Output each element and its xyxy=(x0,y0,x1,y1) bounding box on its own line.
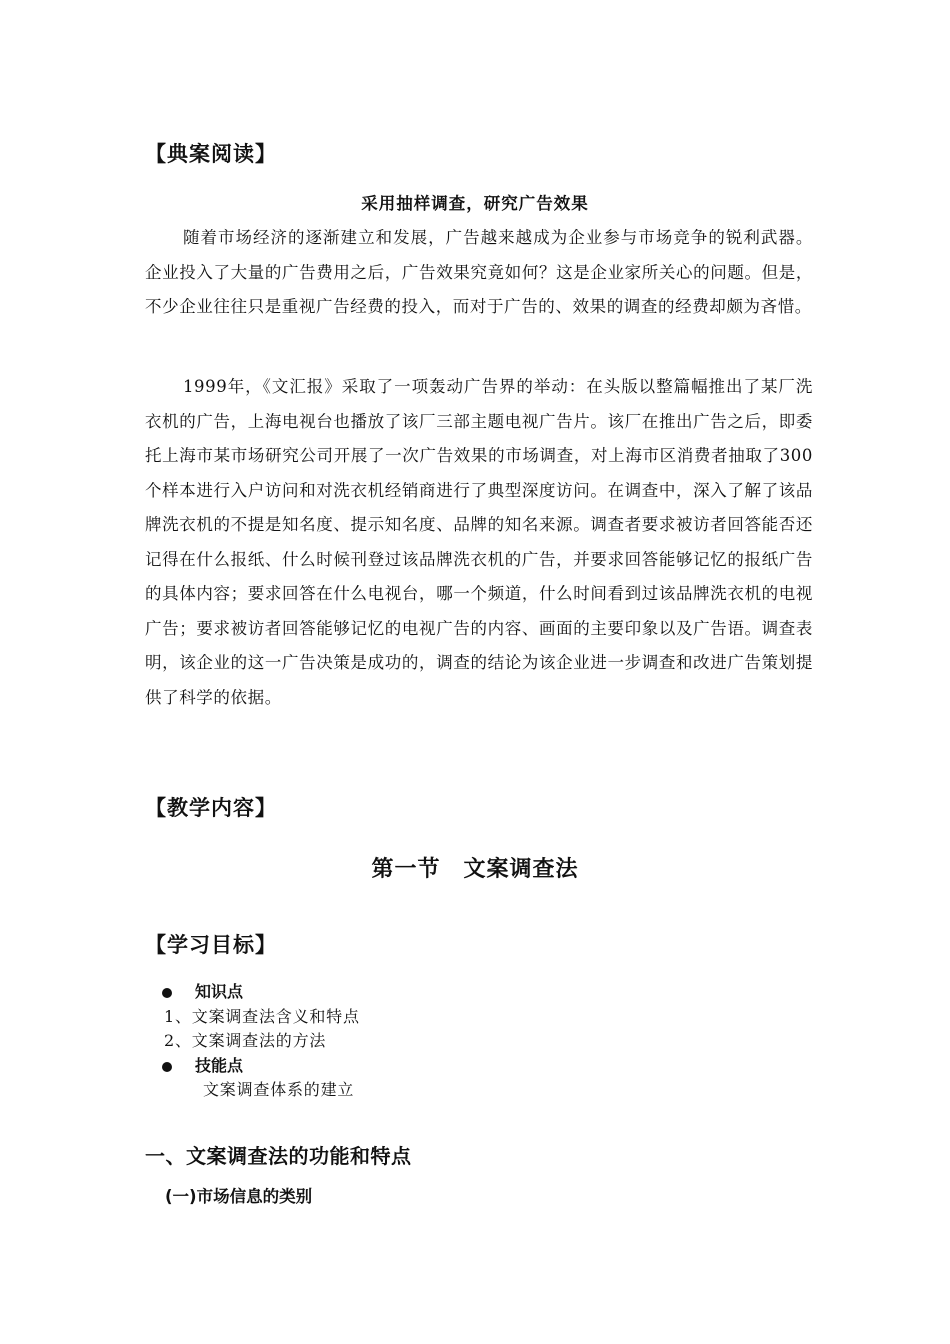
skill-label: 技能点 xyxy=(195,1055,244,1075)
knowledge-row xyxy=(160,980,760,1005)
list-item xyxy=(160,1029,760,1054)
article-title: 采用抽样调查，研究广告效果 xyxy=(361,194,589,213)
skill-item: 文案调查体系的建立 xyxy=(203,1080,355,1099)
learning-goals-heading: 【学习目标】 xyxy=(145,933,277,957)
knowledge-item: 1、文案调查法含义和特点 xyxy=(164,1006,360,1026)
list-item xyxy=(160,1005,760,1030)
list-item xyxy=(160,1078,760,1103)
teaching-content-heading: 【教学内容】 xyxy=(145,796,277,820)
bullet-icon xyxy=(162,988,172,998)
case-reading-heading: 【典案阅读】 xyxy=(145,142,277,166)
knowledge-label: 知识点 xyxy=(195,982,244,1001)
article-paragraph: 随着市场经济的逐渐建立和发展，广告越来越成为企业参与市场竞争的锐利武器。企业投入了大量的广告费用之后，广告效果究竟如何？这是企业家所关心的问题。但是，不少企业往往只是重视广告经费的投入，而对于广告的、效果的调查的经费却颇为吝惜。 xyxy=(145,228,813,316)
skill-row xyxy=(160,1054,760,1079)
chapter-heading: 一、文案调查法的功能和特点 xyxy=(145,1144,412,1168)
bullet-icon xyxy=(162,1062,172,1072)
knowledge-item: 2、文案调查法的方法 xyxy=(164,1031,327,1050)
learning-goals-list xyxy=(160,980,760,1103)
subsection-heading: (一)市场信息的类别 xyxy=(165,1187,313,1206)
section-title: 第一节 文案调查法 xyxy=(371,857,579,882)
article-paragraph: 1999年，《文汇报》采取了一项轰动广告界的举动：在头版以整篇幅推出了某厂洗衣机的广告，上海电视台也播放了该厂三部主题电视广告片。该厂在推出广告之后，即委托上海市某市场研究公司开展了一次广告效果的市场调查，对上海市区消费者抽取了300个样本进行入户访问和对洗衣机经销商进行了典型深度访问。在调查中，深入了解了该品牌洗衣机的不提是知名度、提示知名度、品牌的知名来源。调查者要求被访者回答能否还记得在什么报纸、什么时候刊登过该品牌洗衣机的广告，并要求回答能够记忆的报纸广告的具体内容；要求回答在什么电视台，哪一个频道，什么时间看到过该品牌洗衣机的电视广告；要求被访者回答能够记忆的电视广告的内容、画面的主要印象以及广告语。调查表明，该企业的这一广告决策是成功的，调查的结论为该企业进一步调查和改进广告策划提供了科学的依据。 xyxy=(145,377,813,707)
